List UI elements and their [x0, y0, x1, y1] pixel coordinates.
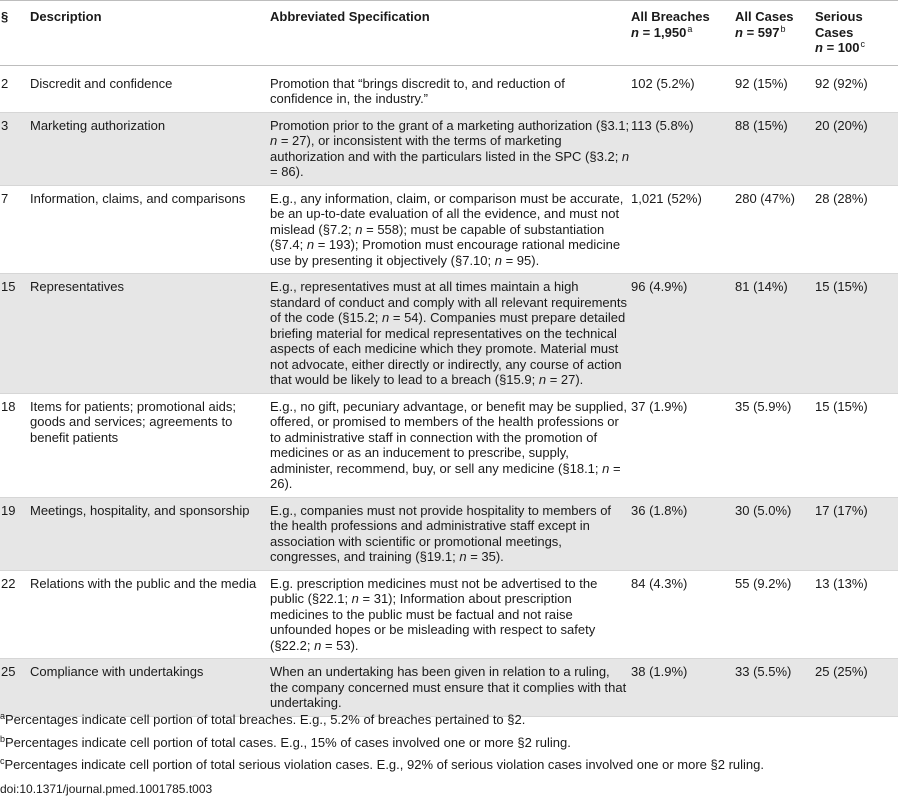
- cell-specification: E.g. prescription medicines must not be advertised to the public (§22.1; n = 31); Information about prescription medicines to the public must be factual and not raise unfounded hopes or be misleading with respect to safety (§22.2; n = 53).: [270, 570, 631, 659]
- cell-all-breaches: 102 (5.2%): [631, 65, 735, 112]
- table-row: [0, 185, 898, 274]
- cell-specification: E.g., representatives must at all times maintain a high standard of conduct and comply with all relevant requirements of the code (§15.2; n = 54). Companies must prepare detailed briefing material for medical representatives on the technical aspects of each medicine which they promote. Material must not advocate, either directly or indirectly, any course of action that would be likely to lead to a breach (§15.9; n = 27).: [270, 274, 631, 394]
- cell-all-cases: 33 (5.5%): [735, 659, 815, 717]
- footnote-c: [0, 757, 764, 773]
- footnote-a: [0, 712, 525, 728]
- cell-section: 18: [0, 393, 30, 497]
- header-serious-cases: [815, 1, 898, 66]
- footnote-c-mark: c: [0, 756, 5, 766]
- cell-description: Items for patients; promotional aids; goods and services; agreements to benefit patients: [30, 393, 270, 497]
- cell-all-breaches: 37 (1.9%): [631, 393, 735, 497]
- header-all-cases: [735, 1, 815, 66]
- cell-description: Relations with the public and the media: [30, 570, 270, 659]
- cell-specification: E.g., no gift, pecuniary advantage, or benefit may be supplied, offered, or promised to members of the health professions or to administrative staff in connection with the promotion of medicines or as an inducement to prescribe, supply, administer, recommend, buy, or sell any medicine (§18.1; n = 26).: [270, 393, 631, 497]
- cell-specification: E.g., companies must not provide hospitality to members of the health professions and administrative staff except in association with scientific or promotional meetings, congresses, and training (§19.1; n = 35).: [270, 497, 631, 570]
- cell-specification: Promotion prior to the grant of a marketing authorization (§3.1; n = 27), or inconsistent with the terms of marketing authorization and with the particulars listed in the SPC (§3.2; n = 86).: [270, 112, 631, 185]
- cell-section: 19: [0, 497, 30, 570]
- cell-section: 7: [0, 185, 30, 274]
- cell-serious-cases: 92 (92%): [815, 65, 898, 112]
- doi-link[interactable]: doi:10.1371/journal.pmed.1001785.t003: [0, 782, 213, 796]
- footnote-a-mark: a: [0, 711, 6, 721]
- cell-description: Meetings, hospitality, and sponsorship: [30, 497, 270, 570]
- cell-serious-cases: 17 (17%): [815, 497, 898, 570]
- footnote-b: [0, 735, 571, 751]
- header-all-breaches-footnote-mark: a: [687, 23, 693, 34]
- header-all-cases-n: n: [735, 24, 743, 40]
- table-row: [0, 112, 898, 185]
- footnote-c-text: Percentages indicate cell portion of total serious violation cases. E.g., 92% of serious violation cases involved one or more §2 ruling.: [4, 757, 764, 772]
- cell-serious-cases: 13 (13%): [815, 570, 898, 659]
- header-section: §: [0, 1, 30, 66]
- cell-all-cases: 280 (47%): [735, 185, 815, 274]
- cell-description: Compliance with undertakings: [30, 659, 270, 717]
- footnote-b-text: Percentages indicate cell portion of total cases. E.g., 15% of cases involved one or more §2 ruling.: [5, 735, 571, 750]
- cell-all-breaches: 36 (1.8%): [631, 497, 735, 570]
- table-row: [0, 393, 898, 497]
- cell-all-cases: 88 (15%): [735, 112, 815, 185]
- cell-specification: When an undertaking has been given in relation to a ruling, the company concerned must ensure that it complies with that undertaking.: [270, 659, 631, 717]
- header-all-cases-n-value: = 597: [742, 24, 780, 40]
- cell-description: Marketing authorization: [30, 112, 270, 185]
- footnote-b-mark: b: [0, 734, 6, 744]
- cell-all-cases: 92 (15%): [735, 65, 815, 112]
- cell-section: 2: [0, 65, 30, 112]
- cell-description: Discredit and confidence: [30, 65, 270, 112]
- header-row: [0, 1, 898, 66]
- cell-all-cases: 35 (5.9%): [735, 393, 815, 497]
- cell-serious-cases: 25 (25%): [815, 659, 898, 717]
- header-specification: Abbreviated Specification: [270, 1, 631, 66]
- cell-all-cases: 55 (9.2%): [735, 570, 815, 659]
- table-row: [0, 570, 898, 659]
- header-all-breaches-label: All Breaches: [631, 9, 710, 24]
- header-serious-cases-n-value: = 100: [822, 40, 860, 55]
- table-row: [0, 497, 898, 570]
- header-all-breaches-n-value: = 1,950: [638, 24, 687, 40]
- cell-section: 22: [0, 570, 30, 659]
- cell-section: 3: [0, 112, 30, 185]
- header-all-cases-footnote-mark: b: [780, 23, 786, 34]
- cell-all-breaches: 84 (4.3%): [631, 570, 735, 659]
- footnote-a-text: Percentages indicate cell portion of total breaches. E.g., 5.2% of breaches pertained to §2.: [5, 712, 526, 727]
- header-description: Description: [30, 1, 270, 66]
- cell-description: Representatives: [30, 274, 270, 394]
- header-all-cases-label: All Cases: [735, 9, 794, 24]
- cell-all-breaches: 1,021 (52%): [631, 185, 735, 274]
- cell-serious-cases: 28 (28%): [815, 185, 898, 274]
- cell-all-breaches: 38 (1.9%): [631, 659, 735, 717]
- cell-all-cases: 81 (14%): [735, 274, 815, 394]
- cell-all-breaches: 96 (4.9%): [631, 274, 735, 394]
- header-serious-cases-label: Serious Cases: [815, 9, 863, 40]
- cell-section: 15: [0, 274, 30, 394]
- cell-description: Information, claims, and comparisons: [30, 185, 270, 274]
- header-all-breaches: [631, 1, 735, 66]
- header-serious-cases-n: n: [815, 40, 823, 55]
- cell-specification: Promotion that “brings discredit to, and reduction of confidence in, the industry.”: [270, 65, 631, 112]
- table-row: [0, 659, 898, 717]
- cell-serious-cases: 15 (15%): [815, 274, 898, 394]
- header-serious-cases-footnote-mark: c: [860, 39, 865, 49]
- table-row: [0, 274, 898, 394]
- cell-all-breaches: 113 (5.8%): [631, 112, 735, 185]
- cell-all-cases: 30 (5.0%): [735, 497, 815, 570]
- table-row: [0, 65, 898, 112]
- cell-serious-cases: 15 (15%): [815, 393, 898, 497]
- cell-section: 25: [0, 659, 30, 717]
- cell-specification: E.g., any information, claim, or comparison must be accurate, be an up-to-date evaluation of all the evidence, and must not mislead (§7.2; n = 558); must be capable of substantiation (§7.4; n = 193); Promotion must encourage rational medicine use by presenting it objectively (§7.10; n = 95).: [270, 185, 631, 274]
- cell-serious-cases: 20 (20%): [815, 112, 898, 185]
- header-all-breaches-n: n: [631, 24, 639, 40]
